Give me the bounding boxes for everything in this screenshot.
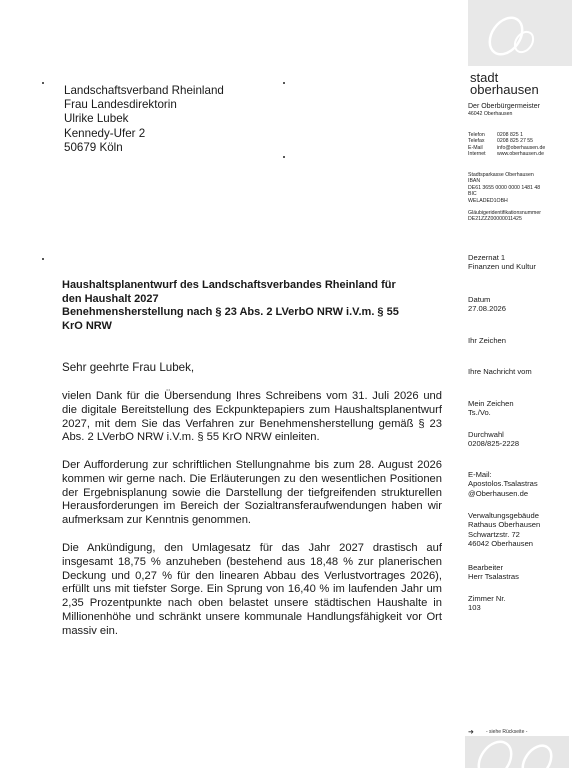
punch-dot <box>42 258 44 260</box>
your-ref: Ihr Zeichen <box>468 336 506 345</box>
date-value: 27.08.2026 <box>468 304 507 314</box>
email-contact-line: Apostolos.Tsalastras <box>468 479 538 489</box>
handler-label: Bearbeiter <box>468 563 504 572</box>
subject-line: KrO NRW <box>62 319 112 332</box>
office-address: 46042 Oberhausen <box>468 111 513 118</box>
stadt-text: stadt <box>470 70 499 85</box>
city-wordmark <box>470 72 539 96</box>
department: Dezernat 1 <box>468 253 506 262</box>
bank-block <box>468 172 572 223</box>
punch-dot <box>42 82 44 84</box>
address-line: Kennedy-Ufer 2 <box>64 126 146 140</box>
your-message: Ihre Nachricht vom <box>468 367 532 376</box>
punch-dot <box>283 82 285 84</box>
arrow-right-icon: ➜ <box>468 729 474 736</box>
recipient-address <box>64 84 224 155</box>
email-label: E-Mail <box>468 144 483 151</box>
address-line: 50679 Köln <box>64 140 123 154</box>
handler-block <box>468 563 572 582</box>
subject-line: Benehmensherstellung nach § 23 Abs. 2 LVerbO NRW i.V.m. § 55 <box>62 306 399 319</box>
email-contact-line: @Oberhausen.de <box>468 488 529 498</box>
telefon-value: 0208 825 1 <box>497 132 523 138</box>
direct-block <box>468 430 572 449</box>
city-name: oberhausen <box>470 82 539 97</box>
subject-line: den Haushalt 2027 <box>62 292 159 305</box>
office-block <box>468 102 572 118</box>
body-paragraph: vielen Dank für die Übersendung Ihres Schreibens vom 31. Juli 2026 und die digitale Bereitstellung des Eckpunktepapiers zum Haushaltsplanentwurf 2027, mit dem Sie das Verfahren zur Benehmensherstellung gemäß § 23 Abs. 2 LVerbO NRW i.V.m. § 55 KrO NRW einleiten. <box>62 390 442 444</box>
city-logo <box>468 0 572 66</box>
address-line: Ulrike Lubek <box>64 112 129 126</box>
email-value: info@oberhausen.de <box>497 144 546 151</box>
bic-value: WELADED1OBH <box>468 197 508 204</box>
department-name: Finanzen und Kultur <box>468 262 536 272</box>
email-block <box>468 470 572 498</box>
room-block <box>468 594 572 613</box>
my-ref-value: Ts./Vo. <box>468 408 491 418</box>
telefax-value: 0208 825 27 55 <box>497 138 534 145</box>
email-contact-label: E-Mail: <box>468 470 492 479</box>
handler-name: Herr Tsalastras <box>468 572 519 582</box>
bank-name: Stadtsparkasse Oberhausen <box>468 172 534 178</box>
subject-block <box>62 279 442 333</box>
body-paragraph: Der Aufforderung zur schriftlichen Stellungnahme bis zum 28. August 2026 kommen wir gerne nach. Die Erläuterungen zu den wesentlichen Positionen der Ergebnisplanung sowie die Darstellung der tiefgreifenden strukturellen Herausforderungen im Bereich der Sozialtransferaufwendungen haben wir aufmerksam zur Kenntnis genommen. <box>62 459 442 527</box>
date-label: Datum <box>468 295 491 304</box>
building-city: 46042 Oberhausen <box>468 538 534 548</box>
contact-block <box>468 132 572 158</box>
address-line: Landschaftsverband Rheinland <box>64 84 224 97</box>
building-name: Rathaus Oberhausen <box>468 520 541 530</box>
iban-value: DE61 3655 0000 0000 1481 48 <box>468 184 541 191</box>
room-label: Zimmer Nr. <box>468 594 506 603</box>
internet-label: Internet <box>468 151 486 158</box>
date-block <box>468 295 572 314</box>
creditor-label: Gläubigeridentifikationsnummer <box>468 210 541 217</box>
iban-label: IBAN <box>468 178 481 185</box>
punch-dot <box>283 156 285 158</box>
address-line: Frau Landesdirektorin <box>64 98 177 112</box>
direct-value: 0208/825-2228 <box>468 439 520 449</box>
office: Der Oberbürgermeister <box>468 103 540 110</box>
room-number: 103 <box>468 603 481 613</box>
department-block <box>468 253 572 272</box>
subject-line: Haushaltsplanentwurf des Landschaftsverbandes Rheinland für <box>62 279 396 291</box>
telefon-label: Telefon <box>468 132 485 138</box>
building-label: Verwaltungsgebäude <box>468 511 539 520</box>
building-street: Schwartzstr. 72 <box>468 529 520 539</box>
internet-value: www.oberhausen.de <box>497 151 545 158</box>
my-ref-label: Mein Zeichen <box>468 399 514 408</box>
direct-label: Durchwahl <box>468 430 504 439</box>
building-block <box>468 511 572 548</box>
bic-label: BIC <box>468 191 477 198</box>
salutation: Sehr geehrte Frau Lubek, <box>62 361 195 374</box>
body-paragraph: Die Ankündigung, den Umlagesatz für das Jahr 2027 drastisch auf insgesamt 18,75 % anzuheben (bestehend aus 18,48 % zur planerischen Deckung und 0,27 % für den linearen Abbau des Verlustvortrages 2026), erfüllt uns mit tiefster Sorge. Ein Sprung von 16,40 % im laufenden Jahr um 2,35 Prozentpunkte nach oben belastet unsere städtischen Haushalte in Millionenhöhe und schränkt unsere kommunale Handlungsfähigkeit vor Ort massiv ein. <box>62 542 442 637</box>
telefax-label: Telefax <box>468 138 485 145</box>
see-back-label: - siehe Rückseite - <box>486 729 528 735</box>
footer-logo <box>465 736 569 768</box>
creditor-value: DE21ZZZ00000011425 <box>468 216 522 223</box>
my-ref-block <box>468 399 572 418</box>
